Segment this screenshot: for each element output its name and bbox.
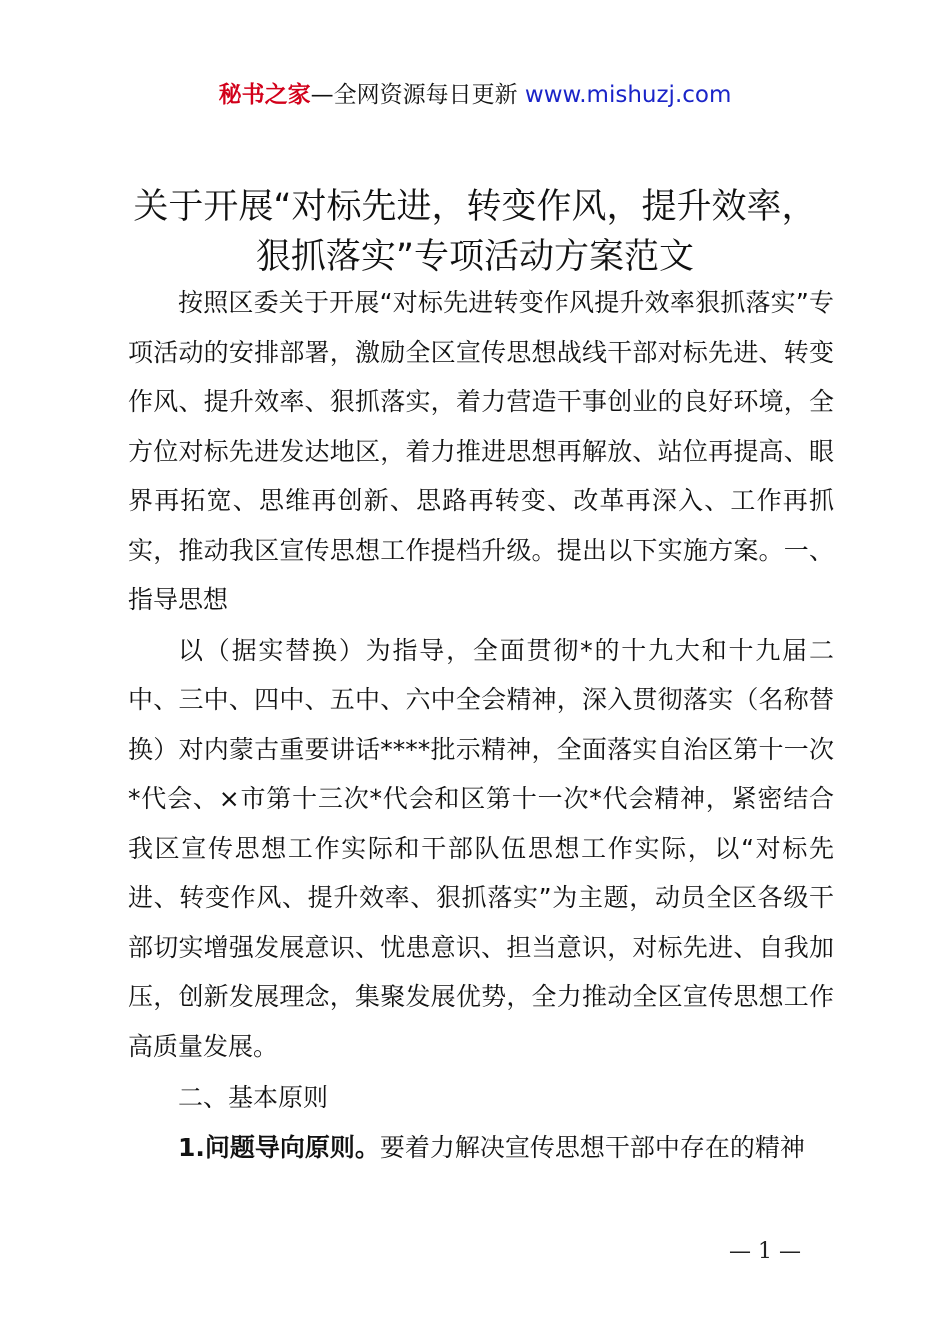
site-brand: 秘书之家 [218,82,311,108]
title-line-2: 狠抓落实”专项活动方案范文 [255,237,695,277]
principle-1 [128,1123,834,1173]
title-line-1: 关于开展“对标先进，转变作风，提升效率， [133,187,817,227]
site-tagline: —全网资源每日更新 [310,82,525,108]
document-body [128,278,834,1172]
paragraph-guiding-thought: 以（据实替换）为指导，全面贯彻*的十九大和十九届二中、三中、四中、五中、六中全会精神，深入贯彻落实（名称替换）对内蒙古重要讲话****批示精神，全面落实自治区第十一次*代会、×市第十三次*代会和区第十一次*代会精神，紧密结合我区宣传思想工作实际和干部队伍思想工作实际，以“对标先进、转变作风、提升效率、狠抓落实”为主题，动员全区各级干部切实增强发展意识、忧患意识、担当意识，对标先进、自我加压，创新发展理念，集聚发展优势，全力推动全区宣传思想工作高质量发展。 [128,635,834,1061]
principle-1-title: 1.问题导向原则。 [178,1132,380,1162]
site-url-link[interactable]: www.mishuzj.com [524,82,732,108]
section-heading-basic-principles: 二、基本原则 [178,1083,329,1112]
principle-1-text: 要着力解决宣传思想干部中存在的精神 [379,1132,805,1162]
paragraph-intro: 按照区委关于开展“对标先进转变作风提升效率狠抓落实”专项活动的安排部署，激励全区宣传思想战线干部对标先进、转变作风、提升效率、狠抓落实，着力营造干事创业的良好环境，全方位对标先进发达地区，着力推进思想再解放、站位再提高、眼界再拓宽、思维再创新、思路再转变、改革再深入、工作再抓实，推动我区宣传思想工作提档升级。提出以下实施方案。一、指导思想 [128,288,834,614]
site-header [0,78,950,112]
document-title [0,182,950,282]
page-number: — 1 — [729,1239,801,1264]
